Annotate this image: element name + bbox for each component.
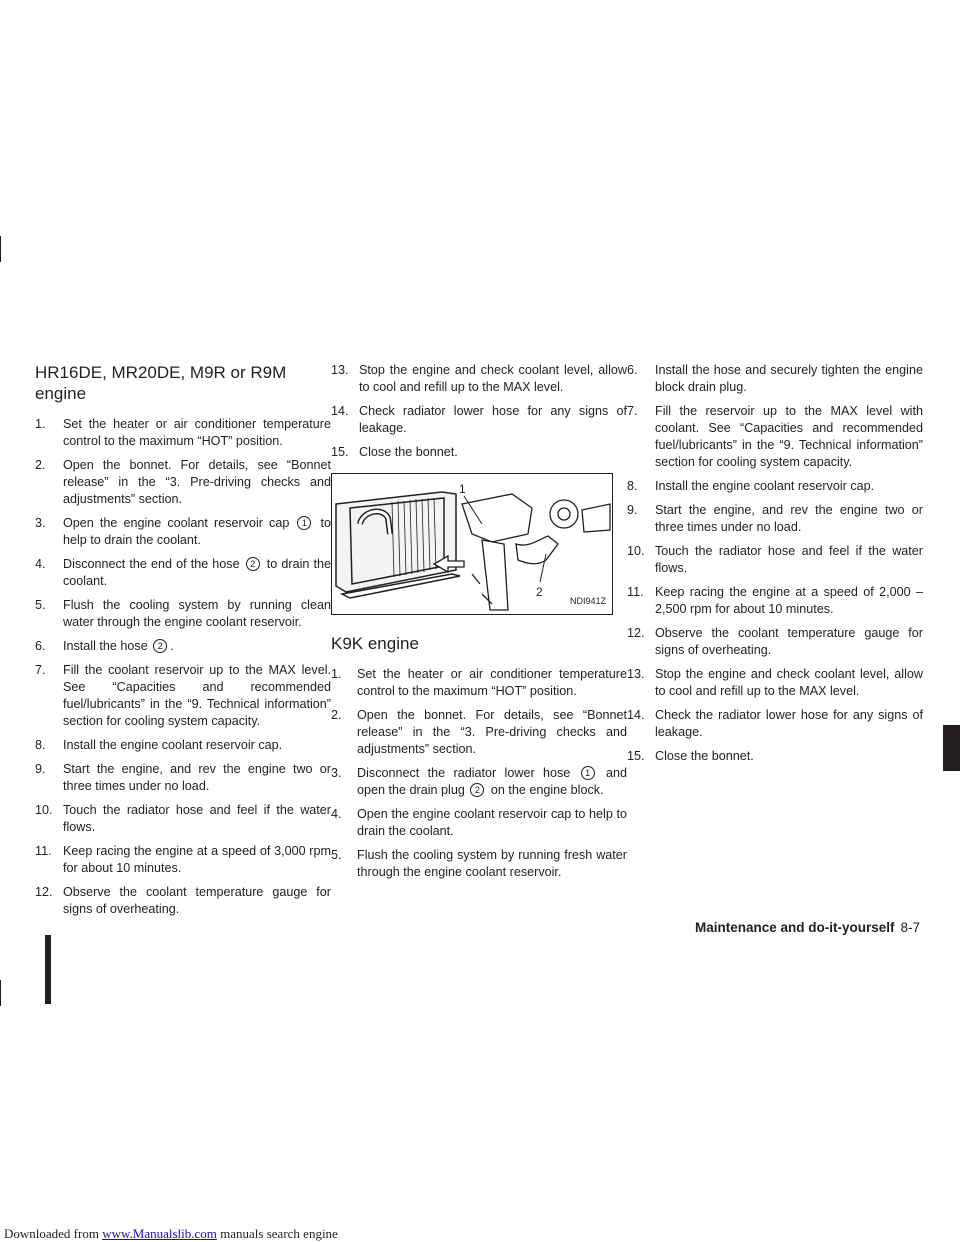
list-item: 5. Flush the cooling system by running clean water through the engine coolant reservoir.	[35, 598, 331, 629]
radiator-illustration	[331, 473, 613, 615]
list-item: 13. Stop the engine and check coolant level, allow to cool and refill up to the MAX level.	[627, 667, 923, 698]
margin-bar	[45, 935, 51, 1004]
page-footer	[695, 920, 920, 935]
callout-marker: 1	[581, 766, 595, 780]
crop-mark	[0, 236, 1, 262]
list-item: 6. Install the hose and securely tighten the engine block drain plug.	[627, 363, 923, 394]
list-item: 8. Install the engine coolant reservoir cap.	[35, 738, 283, 752]
middle-column	[331, 362, 627, 888]
callout-marker: 2	[470, 783, 484, 797]
steps-list-hr16de	[35, 416, 331, 918]
list-item: 15. Close the bonnet.	[331, 445, 458, 459]
left-column	[35, 362, 331, 925]
right-column	[627, 362, 923, 772]
list-item: 12. Observe the coolant temperature gauge for signs of overheating.	[627, 626, 923, 657]
figure-code: NDI941Z	[569, 596, 606, 606]
download-header: Downloaded from www.Manualslib.com manuals search engine	[4, 1226, 338, 1241]
list-item: 12. Observe the coolant temperature gauge for signs of overheating.	[35, 885, 331, 916]
callout-marker: 2	[153, 639, 167, 653]
section-tab-marker	[943, 725, 960, 771]
section-title-hr16de: HR16DE, MR20DE, M9R or R9M engine	[35, 363, 287, 403]
list-item: 11. Keep racing the engine at a speed of 3,000 rpm for about 10 minutes.	[35, 844, 331, 875]
callout-marker: 1	[297, 516, 311, 530]
list-item: 4. Disconnect the end of the hose 2 to drain the coolant.	[35, 557, 331, 588]
section-title-k9k: K9K engine	[331, 634, 419, 653]
list-item: 8. Install the engine coolant reservoir cap.	[627, 479, 875, 493]
list-item: 7. Fill the reservoir up to the MAX level with coolant. See “Capacities and recommended fuel/lubricants” in the “9. Technical information” section for cooling system capacity.	[627, 404, 923, 469]
list-item: 5. Flush the cooling system by running fresh water through the engine coolant reservoir.	[331, 848, 627, 879]
list-item: 11. Keep racing the engine at a speed of 2,000 – 2,500 rpm for about 10 minutes.	[627, 585, 923, 616]
list-item: 9. Start the engine, and rev the engine two or three times under no load.	[627, 503, 923, 534]
radiator-icon	[336, 492, 460, 598]
list-item: 2. Open the bonnet. For details, see “Bonnet release” in the “3. Pre-driving checks and adjustments” section.	[35, 458, 331, 506]
list-item: 4. Open the engine coolant reservoir cap to help to drain the coolant.	[331, 807, 627, 838]
steps-list-continued	[331, 362, 627, 461]
callout-1: 1	[459, 482, 466, 496]
list-item: 1. Set the heater or air conditioner temperature control to the maximum “HOT” position.	[35, 417, 331, 448]
steps-list-k9k-continued	[627, 362, 923, 765]
footer-section-title: Maintenance and do-it-yourself	[694, 920, 895, 935]
page-number: 8-7	[900, 920, 920, 935]
list-item: 15. Close the bonnet.	[627, 749, 754, 763]
list-item: 14. Check radiator lower hose for any signs of leakage.	[331, 404, 627, 435]
list-item: 10. Touch the radiator hose and feel if the water flows.	[35, 803, 331, 834]
list-item: 9. Start the engine, and rev the engine two or three times under no load.	[35, 762, 331, 793]
manualslib-link[interactable]: www.Manualslib.com	[102, 1226, 217, 1241]
list-item: 7. Fill the coolant reservoir up to the MAX level. See “Capacities and recommended fuel/lubricants” in the “9. Technical information” section for cooling system capacity.	[35, 663, 331, 728]
list-item: 2. Open the bonnet. For details, see “Bonnet release” in the “3. Pre-driving checks and adjustments” section.	[331, 708, 627, 756]
list-item: 3. Open the engine coolant reservoir cap 1 to help to drain the coolant.	[35, 516, 331, 547]
list-item: 6. Install the hose 2 .	[35, 639, 174, 653]
list-item: 1. Set the heater or air conditioner temperature control to the maximum “HOT” position.	[331, 667, 627, 698]
list-item: 14. Check the radiator lower hose for any signs of leakage.	[627, 708, 923, 739]
list-item: 10. Touch the radiator hose and feel if the water flows.	[627, 544, 923, 575]
callout-2: 2	[536, 585, 543, 599]
list-item: 3. Disconnect the radiator lower hose 1 and open the drain plug 2 on the engine block.	[331, 766, 627, 797]
callout-marker: 2	[246, 557, 260, 571]
crop-mark	[0, 980, 1, 1006]
list-item: 13. Stop the engine and check coolant level, allow to cool and refill up to the MAX level.	[331, 363, 627, 394]
steps-list-k9k	[331, 666, 627, 881]
